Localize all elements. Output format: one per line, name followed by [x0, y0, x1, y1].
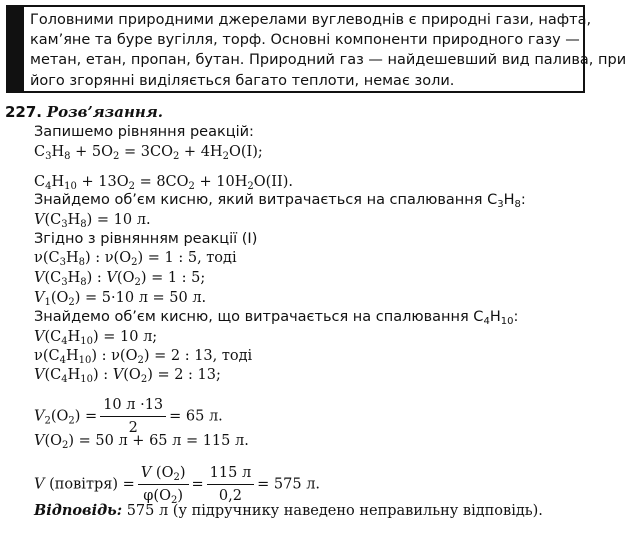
answer — [34, 502, 543, 520]
according-reaction-1: Згідно з рівнянням реакції (I) — [34, 231, 258, 247]
air-volume: V (повітря) = $\frac{V (O_2)}{\varphi(O_2)}$ = $\frac{115 л}{0,2}$ = 575 л. — [34, 465, 321, 506]
ratio-v-propane: $V(C_3H_8)$ : $V(O_2) = 1$ : 5; — [34, 270, 206, 288]
intro-line-2: кам’яне та буре вугілля, торф. Основні компоненти природного газу — — [30, 32, 580, 49]
volume-propane: $V(C_3H_8) = 10$ л. — [34, 212, 151, 230]
intro-line-3: метан, етан, пропан, бутан. Природний газ — найдешевший вид палива, при — [30, 52, 627, 69]
find-oxygen-propane-text: Знайдемо об’єм кисню, який витрачається на спалювання C — [34, 192, 498, 208]
fraction-air-1: $\frac{V (O_2)}{\varphi(O_2)}$ — [138, 464, 189, 505]
total-oxygen: $V(O_2) = 50$ л + 65 л = 115 л. — [34, 433, 249, 451]
info-box — [6, 5, 627, 93]
intro-line-4: його згорянні виділяється багато теплоти, немає золи. — [30, 72, 455, 89]
volume-oxygen-1: $V_1(O_2) = 5\cdot 10$ л = 50 л. — [34, 290, 207, 308]
find-oxygen-propane: Знайдемо об’єм кисню, який витрачається на спалювання $C_3H_8$: — [34, 192, 526, 210]
equation-2: $C_4H_{10} + 13O_2 = 8CO_2 + 10H_2O(II)$. — [34, 174, 294, 192]
answer-text: 575 л (у підручнику наведено неправильну відповідь). — [122, 503, 543, 519]
ratio-v-butane: $V(C_4H_{10})$ : $V(O_2) = 2$ : 13; — [34, 367, 221, 385]
fraction-v2: $\frac{10 л \cdot 13}{2}$ — [100, 396, 166, 437]
info-box-bar — [8, 7, 24, 91]
volume-butane: $V(C_4H_{10}) = 10$ л; — [34, 329, 158, 347]
fraction-air-2: $\frac{115 л}{0,2}$ — [207, 464, 255, 505]
ratio-nu-propane: $\nu(C_3H_8)$ : $\nu(O_2) = 1$ : 5, тоді — [34, 250, 237, 268]
info-box-text — [30, 10, 627, 91]
find-oxygen-butane-text: Знайдемо об’єм кисню, що витрачається на спалювання C — [34, 309, 484, 325]
equation-1: $C_3H_8 + 5O_2 = 3CO_2 + 4H_2O(I)$; — [34, 144, 263, 162]
ratio-nu-butane: $\nu(C_4H_{10})$ : $\nu(O_2) = 2$ : 13, тоді — [34, 348, 253, 366]
problem-number: 227. — [5, 103, 43, 121]
write-equations-text: Запишемо рівняння реакцій: — [34, 124, 254, 140]
intro-line-1: Головними природними джерелами вуглеводнів є природні гази, нафта, — [30, 12, 592, 28]
volume-oxygen-2: $V_2(O_2)$ = $\frac{10 л \cdot 13}{2}$ = 65 л. — [34, 397, 223, 436]
answer-label: Відповідь: — [34, 502, 123, 519]
solution-heading — [5, 103, 163, 121]
solution-title: Розв’язання. — [46, 103, 163, 121]
find-oxygen-butane: Знайдемо об’єм кисню, що витрачається на спалювання $C_4H_{10}$: — [34, 309, 519, 327]
